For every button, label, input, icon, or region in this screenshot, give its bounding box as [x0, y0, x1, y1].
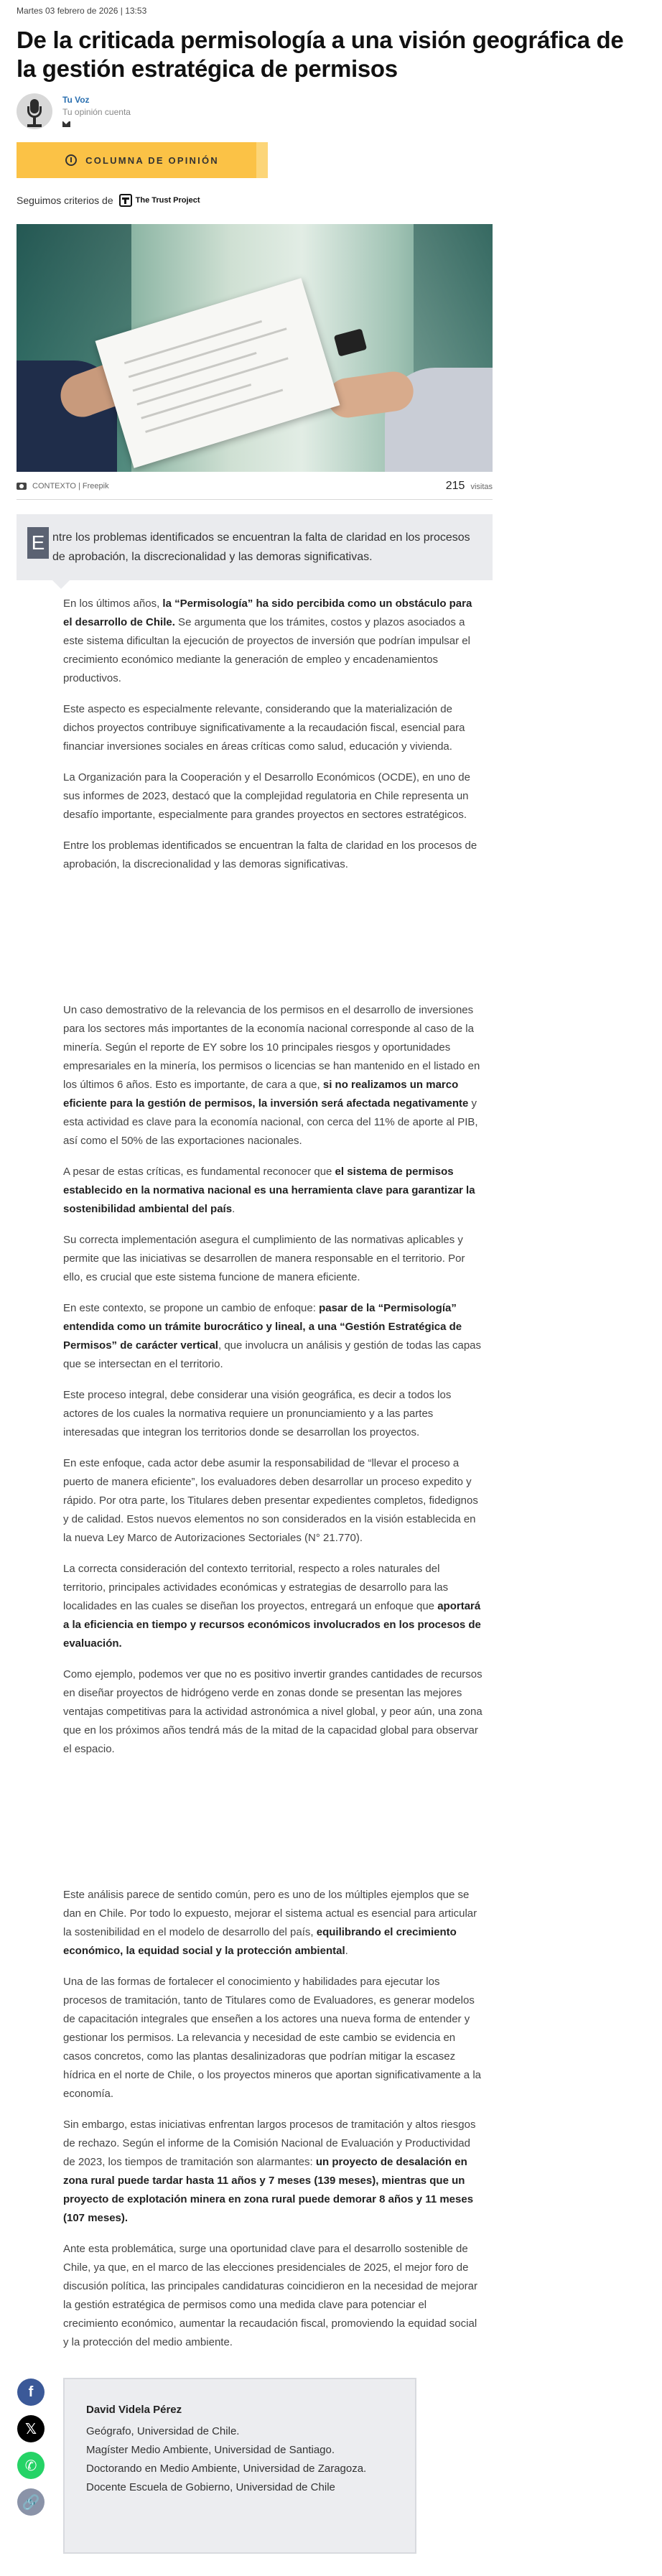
paragraph: A pesar de estas críticas, es fundamental reconocer que el sistema de permisos establecido en la normativa nacional es una herramienta clave para garantizar la sostenibilidad ambiental del país. [63, 1166, 475, 1215]
paragraph: Sin embargo, estas iniciativas enfrentan largos procesos de tramitación y altos riesgos de rechazo. Según el informe de la Comisión Nacional de Evaluación y Productividad de 2023, los tiempos de tramitación son alarmantes: un proyecto de desalación en zona rural puede tardar hasta 11 años y 7 meses (139 meses), mientras que un proyecto de explotación minera en zona rural puede demorar 8 años y 11 meses (107 meses). [63, 2119, 476, 2224]
bio-line: Magíster Medio Ambiente, Universidad de Santiago. [86, 2444, 335, 2456]
paragraph: Como ejemplo, podemos ver que no es positivo invertir grandes cantidades de recursos en diseñar proyectos de hidrógeno verde en zonas donde se presentan las mejores ventajas competitivas para la actividad astronómica a nivel global, y peor aún, una zona que en los próximos años tendrá más de la mitad de la capacidad global para observar el espacio. [63, 1668, 482, 1755]
facebook-icon[interactable]: f [17, 2379, 45, 2406]
trust-criteria-label: Seguimos criterios de [17, 195, 113, 206]
author-bio-box [63, 2378, 416, 2554]
camera-icon [17, 483, 27, 490]
paragraph: Este aspecto es especialmente relevante, considerando que la materialización de dichos proyectos contribuye significativamente a la recaudación fiscal, esencial para financiar inversiones sociales en áreas críticas como salud, educación y vivienda. [63, 703, 465, 753]
paragraph: Su correcta implementación asegura el cumplimiento de las normativas aplicables y permite que las iniciativas se desarrollen de manera responsable en el territorio. Por ello, es crucial que este sistema funcione de manera eficiente. [63, 1234, 465, 1283]
author-subtitle: Tu opinión cuenta [62, 107, 131, 117]
paragraph: Una de las formas de fortalecer el conocimiento y habilidades para ejecutar los procesos de tramitación, tanto de Titulares como de Evaluadores, es generar modelos de capacitación integrales que enseñen a los actores una nueva forma de entender y gestionar los permisos. La relevancia y necesidad de este cambio se evidencia en casos concretos, como las plantas desalinizadoras que podrían mitigar la escasez hídrica en el norte de Chile, o los proyectos mineros que aportan significativamente a la economía. [63, 1976, 481, 2100]
trust-project-name: The Trust Project [135, 196, 200, 205]
paragraph: Ante esta problemática, surge una oportunidad clave para el desarrollo sostenible de Chile, ya que, en el marco de las elecciones presidenciales de 2025, el mejor foro de discusión política, las principales candidaturas coincidieron en la necesidad de mejorar la gestión estratégica de permisos como una medida clave para potenciar el crecimiento económico, aumentar la recaudación fiscal, promoviendo la equidad social y la protección del medio ambiente. [63, 2243, 477, 2348]
envelope-icon[interactable] [62, 121, 70, 127]
visits-count: 215 [445, 480, 465, 492]
article-title: De la criticada permisología a una visión geográfica de la gestión estratégica de permisos [17, 27, 624, 82]
lead-quote [17, 514, 493, 580]
article-date: Martes 03 febrero de 2026 | 13:53 [17, 6, 147, 16]
visits-label: visitas [470, 483, 493, 491]
paragraph: En este contexto, se propone un cambio de enfoque: pasar de la “Permisología” entendida como un trámite burocrático y lineal, a una “Gestión Estratégica de Permisos” de carácter vertical, que involucra un análisis y gestión de todas las capas que se intersectan en el territorio. [63, 1302, 482, 1370]
paragraph: Entre los problemas identificados se encuentran la falta de claridad en los procesos de aprobación, la discrecionalidad y las demoras significativas. [63, 840, 477, 870]
trust-criteria [17, 194, 200, 207]
author-block [17, 93, 131, 132]
trust-project-icon [119, 194, 132, 207]
article-main-image [17, 224, 493, 472]
paragraph: La correcta consideración del contexto territorial, respecto a roles naturales del territorio, principales actividades económicas y estrategias de desarrollo para las localidades en las cuales se diseñan los proyectos, entregará un enfoque que aportará a la eficiencia en tiempo y recursos económicos involucrados en los procesos de evaluación. [63, 1563, 481, 1650]
x-twitter-icon[interactable]: 𝕏 [17, 2415, 45, 2442]
paragraph: En los últimos años, la “Permisología” ha sido percibida como un obstáculo para el desarrollo de Chile. Se argumenta que los trámites, costos y plazos asociados a este sistema dificultan la ejecución de proyectos de inversión que podrían impulsar el crecimiento económico mediante la generación de empleo y encadenamientos productivos. [63, 597, 472, 684]
visit-counter [446, 480, 493, 493]
opinion-column-badge [17, 142, 268, 178]
ad-space [63, 1771, 483, 1886]
trust-project-logo[interactable] [119, 194, 200, 207]
image-caption [17, 478, 493, 495]
link-icon[interactable]: 🔗 [17, 2488, 45, 2516]
info-icon [65, 154, 77, 166]
share-bar [17, 2379, 45, 2516]
paragraph: Este análisis parece de sentido común, pero es uno de los múltiples ejemplos que se dan en Chile. Por todo lo expuesto, mejorar el sistema actual es esencial para articular la sostenibilidad en el modelo de desarrollo del país, equilibrando el crecimiento económico, la equidad social y la protección ambiental. [63, 1889, 477, 1957]
lead-text: ntre los problemas identificados se encuentran la falta de claridad en los procesos de aprobación, la discrecionalidad y las demoras significativas. [52, 531, 470, 563]
whatsapp-icon[interactable]: ✆ [17, 2452, 45, 2479]
article-body [63, 595, 483, 2364]
opinion-badge-label: COLUMNA DE OPINIÓN [85, 154, 219, 166]
paragraph: Un caso demostrativo de la relevancia de los permisos en el desarrollo de inversiones para los sectores más importantes de la economía nacional corresponde al caso de la minería. Según el reporte de EY sobre los 10 principales riesgos y oportunidades empresariales en la minería, los permisos o licencias se han mantenido en el listado en los últimos 6 años. Esto es importante, de cara a que, si no realizamos un marco eficiente para la gestión de permisos, la inversión será afectada negativamente y esta actividad es clave para la economía nacional, con cerca del 11% de aporte al PIB, así como el 50% de las exportaciones nacionales. [63, 1004, 480, 1147]
paragraph: Este proceso integral, debe considerar una visión geográfica, es decir a todos los actores de los cuales la normativa requiere un pronunciamiento y a las partes interesadas que integran los territorios donde se desarrollan los proyectos. [63, 1389, 452, 1438]
author-name-link[interactable]: Tu Voz [62, 95, 90, 105]
bio-name: David Videla Pérez [86, 2404, 182, 2416]
paragraph: La Organización para la Cooperación y el Desarrollo Económicos (OCDE), en uno de sus informes de 2023, destacó que la complejidad regulatoria en Chile representa un desafío importante, especialmente para grandes proyectos en sectores estratégicos. [63, 771, 470, 821]
bio-line: Geógrafo, Universidad de Chile. [86, 2425, 240, 2437]
divider [17, 499, 493, 500]
ad-space [63, 886, 483, 1001]
bio-line: Docente Escuela de Gobierno, Universidad de Chile [86, 2481, 335, 2493]
bio-line: Doctorando en Medio Ambiente, Universidad de Zaragoza. [86, 2463, 367, 2475]
image-credit: CONTEXTO | Freepik [32, 482, 109, 490]
microphone-icon[interactable] [17, 93, 52, 129]
lead-dropcap: E [27, 527, 49, 559]
paragraph: En este enfoque, cada actor debe asumir la responsabilidad de “llevar el proceso a puerto de manera eficiente”, los evaluadores deben desarrollar un proceso expedito y rápido. Por otra parte, los Titulares deben presentar expedientes completos, fidedignos y de calidad. Estos nuevos elementos no son considerados en la visión establecida en la nueva Ley Marco de Autorizaciones Sectoriales (N° 21.770). [63, 1457, 478, 1544]
